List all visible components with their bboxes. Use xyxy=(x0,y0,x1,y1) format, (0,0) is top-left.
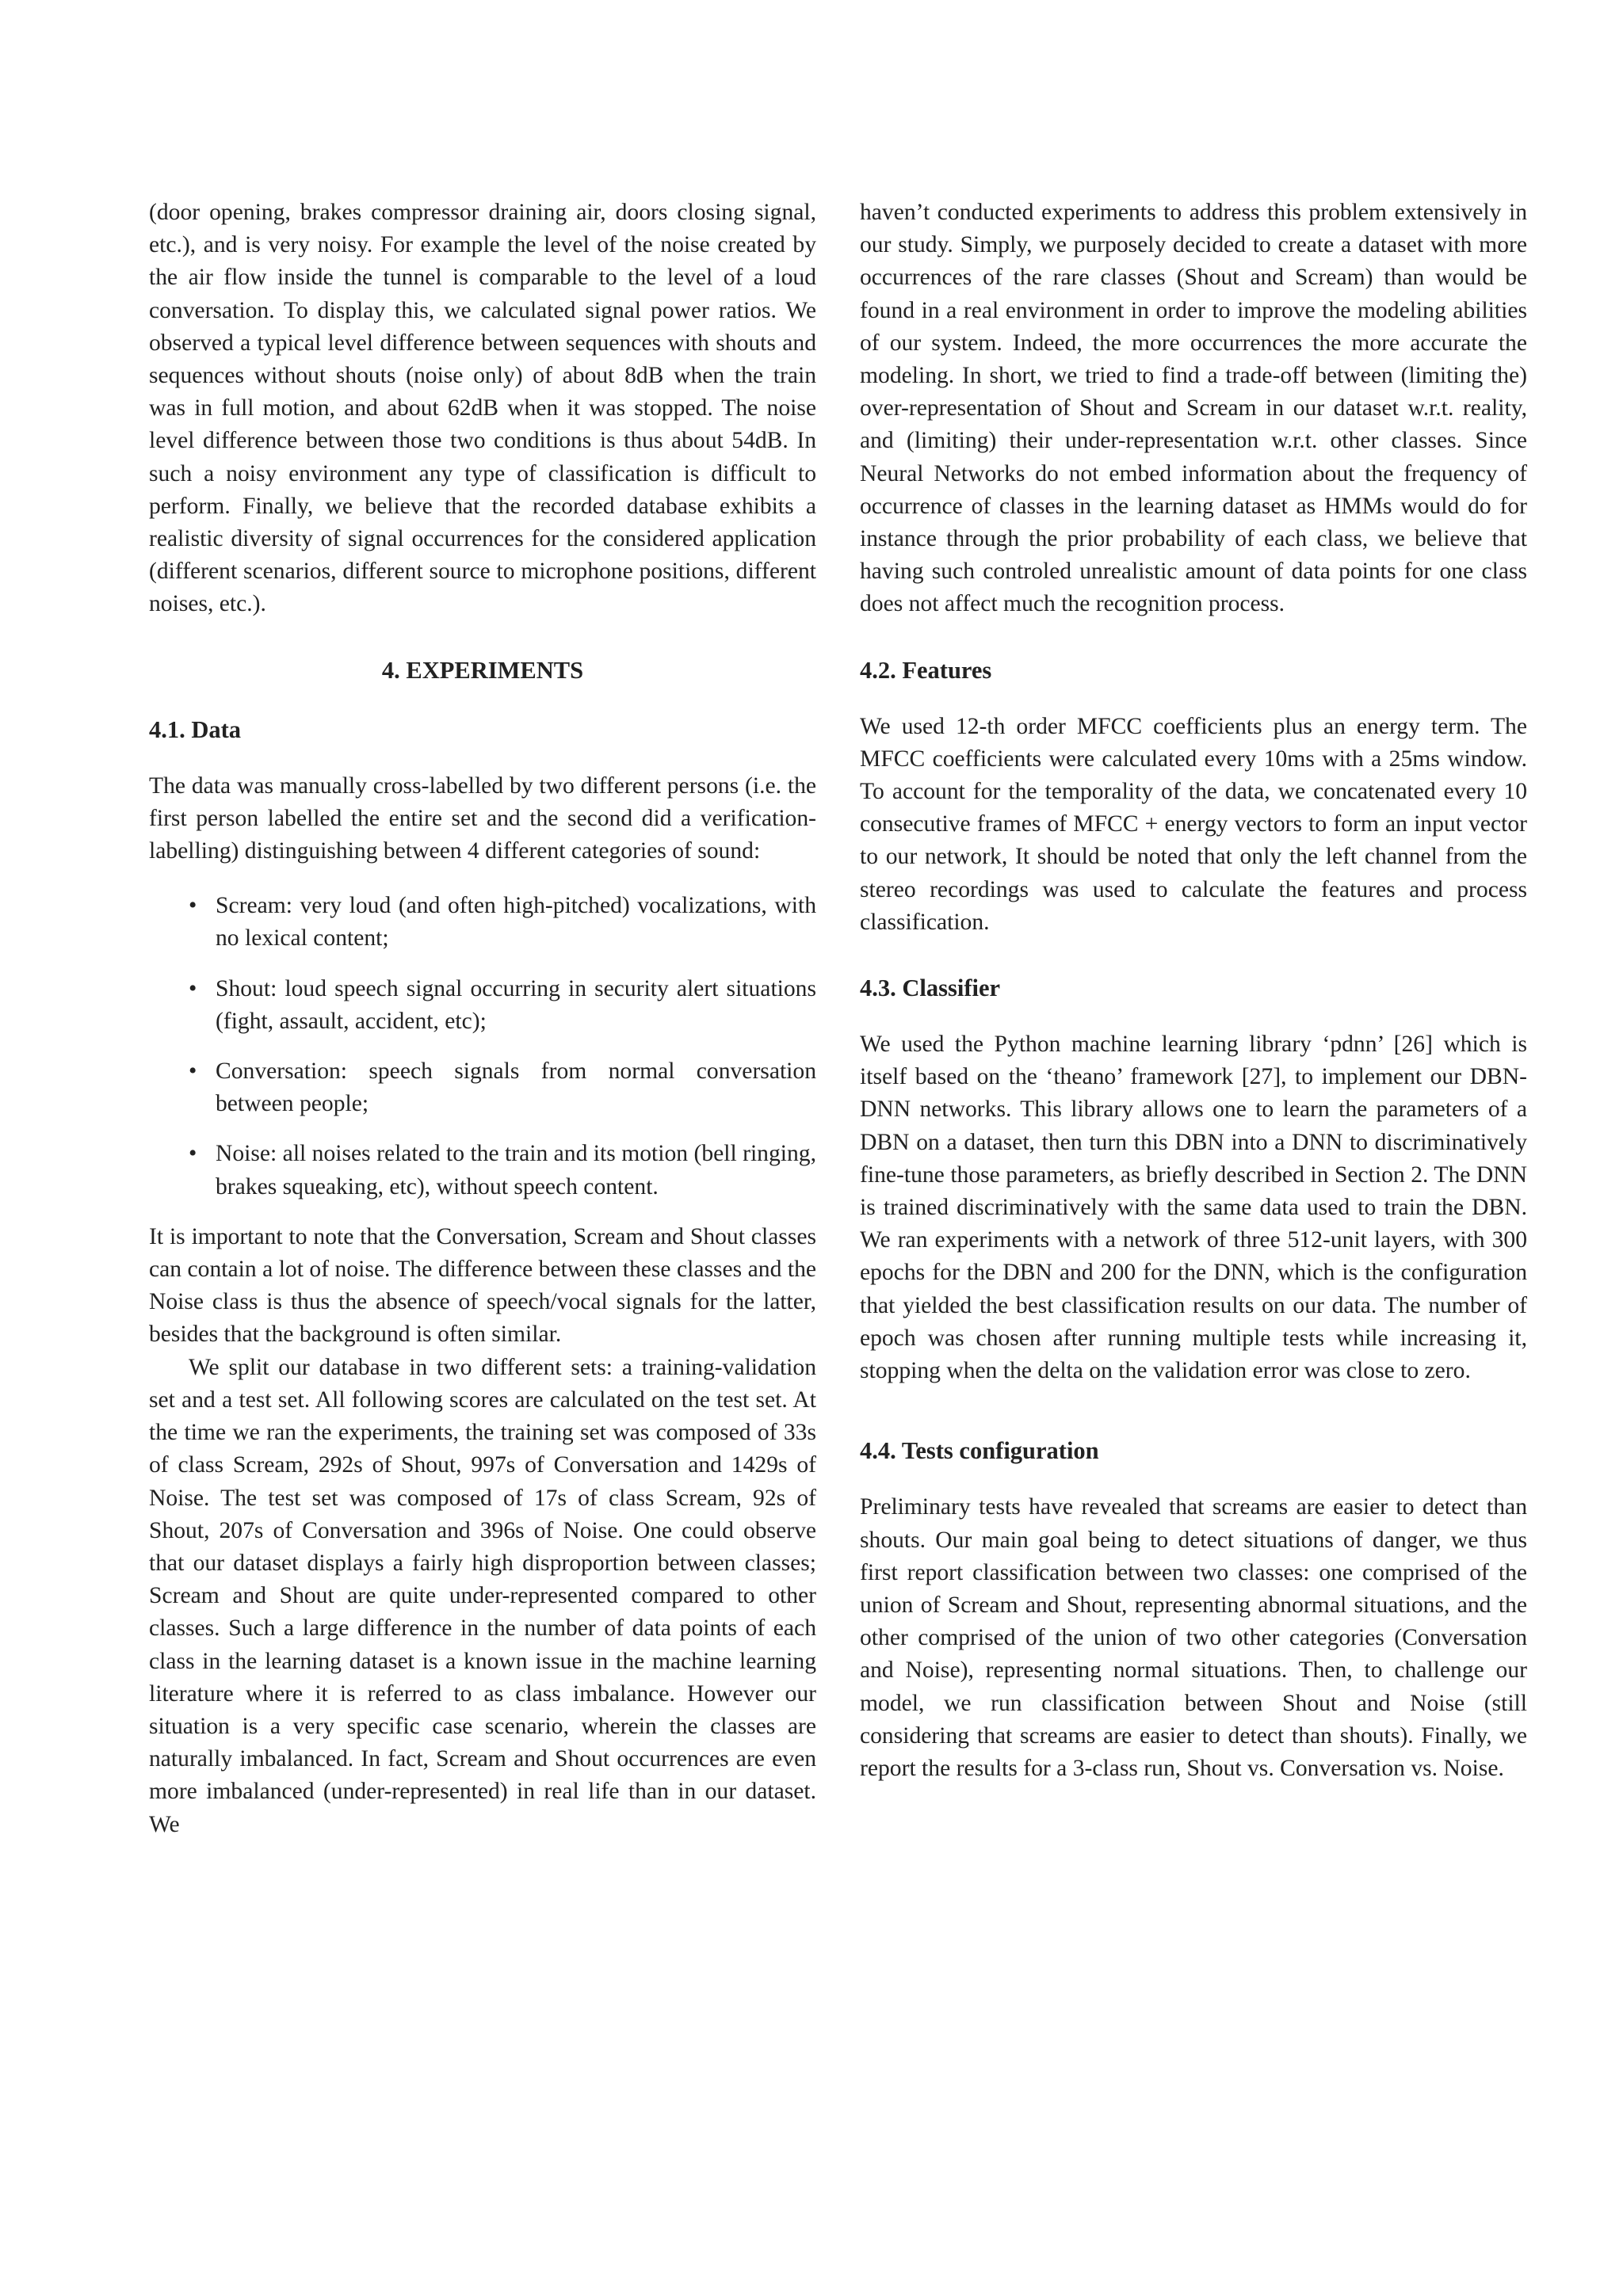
right-column xyxy=(860,196,1527,1785)
section-heading-experiments: 4. EXPERIMENTS xyxy=(381,656,584,684)
category-text: Conversation: speech signals from normal conversation between people; xyxy=(216,1058,816,1117)
category-text: Scream: very loud (and often high-pitched) vocalizations, with no lexical content; xyxy=(216,893,816,952)
category-list xyxy=(149,890,816,1203)
list-item xyxy=(149,890,816,955)
subsection-heading-classifier: 4.3. Classifier xyxy=(860,974,1001,1002)
list-item xyxy=(149,1055,816,1120)
continuation-paragraph: haven’t conducted experiments to address this problem extensively in our study. Simply, we purposely decided to create a dataset with more occurrences of the rare classes (Shout and Scream) than would be found in a real environment in order to improve the modeling abilities of our system. Indeed, the more occurrences the more accurate the modeling. In short, we tried to find a trade-off between (limiting the) over-representation of Shout and Scream in our dataset w.r.t. reality, and (limiting) their under-representation w.r.t. other classes. Since Neural Networks do not embed information about the frequency of occurrence of classes in the learning dataset as HMMs would do for instance through the prior probability of each class, we believe that having such controled unrealistic amount of data points for one class does not affect much the recognition process. xyxy=(860,200,1527,617)
subsection-heading-features: 4.2. Features xyxy=(860,656,992,684)
data-paragraph: The data was manually cross-labelled by two different persons (i.e. the first person labelled the entire set and the second did a verification-labelling) distinguishing between 4 different categories of sound: xyxy=(149,772,816,864)
intro-paragraph: (door opening, brakes compressor draining air, doors closing signal, etc.), and is very noisy. For example the level of the noise created by the air flow inside the tunnel is comparable to the level of a loud conversation. To display this, we calculated signal power ratios. We observed a typical level difference between sequences with shouts and sequences without shouts (noise only) of about 8dB when the train was in full motion, and about 62dB when it was stopped. The noise level difference between those two conditions is thus about 54dB. In such a noisy environment any type of classification is difficult to perform. Finally, we believe that the recorded database exhibits a realistic diversity of signal occurrences for the considered application (different scenarios, different source to microphone positions, different noises, etc.). xyxy=(149,200,816,617)
category-text: Shout: loud speech signal occurring in security alert situations (fight, assault, accident, etc); xyxy=(216,975,816,1034)
bullet: • xyxy=(189,975,197,1001)
list-item xyxy=(149,1138,816,1203)
classifier-paragraph: We used the Python machine learning library ‘pdnn’ [26] which is itself based on the ‘theano’ framework [27], to implement our DBN-DNN networks. This library allows one to learn the parameters of a DBN on a dataset, then turn this DBN into a DNN to discriminatively fine-tune those parameters, as briefly described in Section 2. The DNN is trained discriminatively with the same data used to train the DBN. We ran experiments with a network of three 512-unit layers, with 300 epochs for the DBN and 200 for the DNN, which is the configuration that yielded the best classification results on our data. The number of epoch was chosen after running multiple tests while increasing it, stopping when the delta on the validation error was close to zero. xyxy=(860,1032,1527,1384)
bullet: • xyxy=(189,1141,197,1167)
split-paragraph: We split our database in two different sets: a training-validation set and a test set. All following scores are calculated on the test set. At the time we ran the experiments, the training set was composed of 33s of class Scream, 292s of Shout, 997s of Conversation and 1429s of Noise. The test set was composed of 17s of class Scream, 92s of Shout, 207s of Conversation and 396s of Noise. One could observe that our dataset displays a fairly high disproportion between classes; Scream and Shout are quite under-represented compared to other classes. Such a large difference in the number of data points of each class in the learning dataset is a known issue in the machine learning literature where it is referred to as class imbalance. However our situation is a very specific case scenario, wherein the classes are naturally imbalanced. In fact, Scream and Shout occurrences are even more imbalanced (under-represented) in real life than in our dataset. We xyxy=(149,1354,816,1837)
bullet: • xyxy=(189,893,197,919)
bullet: • xyxy=(189,1058,197,1085)
subsection-heading-tests: 4.4. Tests configuration xyxy=(860,1437,1099,1465)
category-text: Noise: all noises related to the train and its motion (bell ringing, brakes squeaking, etc), without speech content. xyxy=(216,1141,816,1199)
features-paragraph: We used 12-th order MFCC coefficients plus an energy term. The MFCC coefficients were calculated every 10ms with a 25ms window. To account for the temporality of the data, we concatenated every 10 consecutive frames of MFCC + energy vectors to form an input vector to our network, It should be noted that only the left channel from the stereo recordings was used to calculate the features and process classification. xyxy=(860,713,1527,935)
noise-note-paragraph: It is important to note that the Conversation, Scream and Shout classes can contain a lot of noise. The difference between these classes and the Noise class is thus the absence of speech/vocal signals for the latter, besides that the background is often similar. xyxy=(149,1223,816,1348)
tests-paragraph: Preliminary tests have revealed that screams are easier to detect than shouts. Our main goal being to detect situations of danger, we thus first report classification between two classes: one comprised of the union of Scream and Shout, representing abnormal situations, and the other comprised of the union of two other categories (Conversation and Noise), representing normal situations. Then, to challenge our model, we run classification between Shout and Noise (still considering that screams are easier to detect than shouts). Finally, we report the results for a 3-class run, Shout vs. Conversation vs. Noise. xyxy=(860,1494,1527,1781)
left-column xyxy=(149,196,816,1841)
subsection-heading-data: 4.1. Data xyxy=(149,715,242,743)
list-item xyxy=(149,973,816,1038)
